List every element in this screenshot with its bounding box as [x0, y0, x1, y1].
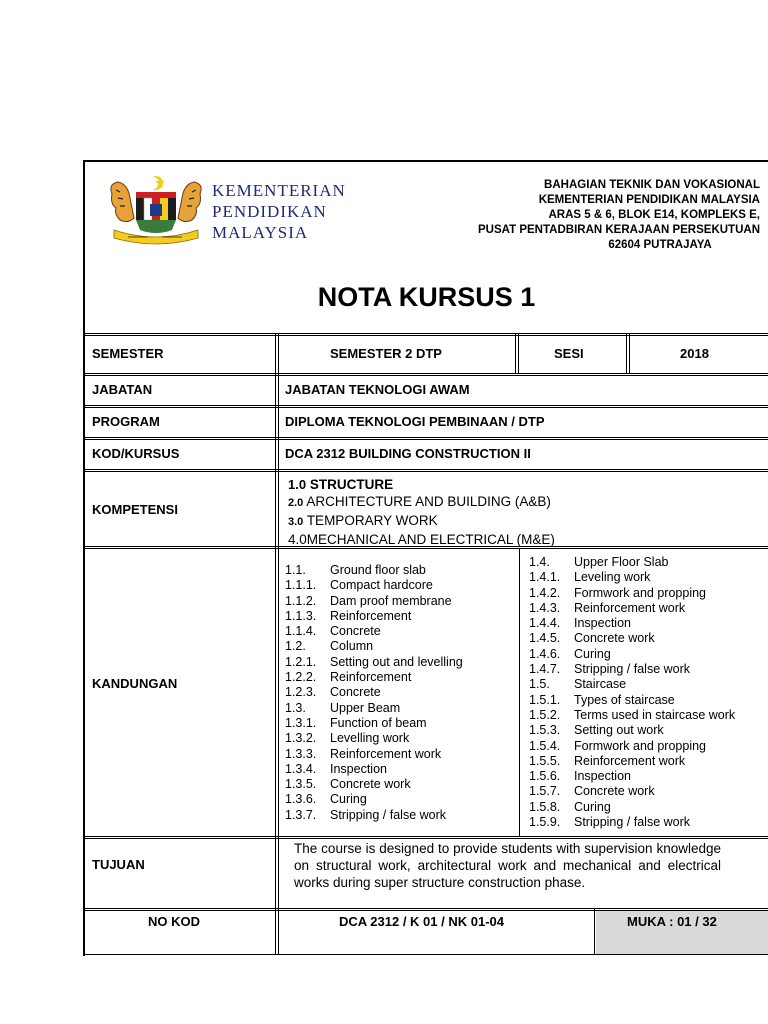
kandungan-item [285, 563, 463, 578]
kandungan-item [285, 747, 463, 762]
kandungan-item-number: 1.4.1. [529, 570, 561, 585]
kandungan-item [285, 670, 463, 685]
logo-line-1: KEMENTERIAN [212, 181, 346, 200]
kandungan-item [285, 685, 463, 700]
address-line: KEMENTERIAN PENDIDIKAN MALAYSIA [538, 194, 760, 206]
kandungan-item-text: Stripping / false work [330, 807, 447, 822]
kandungan-item-text: Inspection [574, 769, 631, 784]
table-divider [85, 469, 768, 472]
kandungan-item-number: 1.5.2. [529, 707, 561, 722]
table-column-divider [629, 333, 630, 373]
kandungan-item-number: 1.3.1. [285, 715, 317, 730]
kandungan-item-text: Inspection [574, 616, 631, 631]
kandungan-item [285, 808, 463, 823]
table-divider [85, 437, 768, 440]
table-column-divider [275, 333, 276, 954]
kandungan-item [285, 624, 463, 639]
kandungan-item-text: Reinforcement [330, 670, 412, 685]
kandungan-item-number: 1.4. [529, 555, 550, 569]
kompetensi-text: ARCHITECTURE AND BUILDING (A&B) [306, 494, 551, 509]
kandungan-item-number: 1.5.1. [529, 692, 561, 707]
kod-kursus-label: KOD/KURSUS [92, 446, 180, 461]
malaysia-crest-icon [106, 174, 206, 246]
address-line: BAHAGIAN TEKNIK DAN VOKASIONAL [544, 179, 760, 191]
kandungan-item-text: Setting out work [574, 723, 664, 738]
kandungan-item [529, 754, 735, 769]
kandungan-item [285, 762, 463, 777]
kandungan-item-number: 1.5. [529, 677, 550, 692]
kandungan-item-text: Staircase [574, 677, 627, 692]
kandungan-item-number: 1.3.7. [285, 807, 317, 822]
kompetensi-item [288, 531, 555, 548]
kandungan-item [529, 631, 735, 646]
kandungan-column-divider [519, 548, 520, 836]
kompetensi-text: STRUCTURE [309, 477, 394, 492]
kandungan-item [285, 716, 463, 731]
kandungan-item-text: Stripping / false work [574, 662, 691, 677]
kandungan-item-text: Curing [574, 799, 611, 814]
kandungan-item-number: 1.5.6. [529, 769, 561, 784]
kandungan-item-text: Levelling work [330, 731, 410, 746]
kandungan-item [529, 708, 735, 723]
kandungan-item-number: 1.1. [285, 563, 306, 577]
kandungan-item [529, 800, 735, 815]
sesi-label: SESI [554, 346, 584, 361]
semester-label: SEMESTER [92, 346, 164, 361]
kandungan-item-text: Terms used in staircase work [574, 707, 736, 722]
semester-value: SEMESTER 2 DTP [330, 346, 442, 361]
kandungan-item-text: Leveling work [574, 570, 651, 585]
program-label: PROGRAM [92, 414, 160, 429]
kandungan-item-text: Reinforcement work [574, 753, 686, 768]
kandungan-item-number: 1.1.4. [285, 624, 317, 639]
page-title: NOTA KURSUS 1 [317, 282, 536, 312]
kompetensi-item [288, 493, 555, 512]
kandungan-item-number: 1.3.4. [285, 761, 317, 776]
kandungan-item-number: 1.1.2. [285, 593, 317, 608]
table-column-divider [518, 333, 519, 373]
kandungan-item-number: 1.5.4. [529, 738, 561, 753]
address-line: ARAS 5 & 6, BLOK E14, KOMPLEKS E, [548, 209, 760, 221]
table-divider [85, 836, 768, 839]
kandungan-item-number: 1.5.8. [529, 799, 561, 814]
kandungan-item-number: 1.4.3. [529, 600, 561, 615]
kandungan-item-number: 1.4.2. [529, 585, 561, 600]
kandungan-item-number: 1.1.1. [285, 578, 317, 593]
kandungan-list-right [529, 555, 735, 830]
kandungan-item-text: Column [330, 639, 374, 654]
kompetensi-number: 1.0 [288, 477, 307, 492]
kompetensi-label: KOMPETENSI [92, 502, 178, 517]
address-block [420, 178, 760, 253]
kandungan-item-number: 1.4.4. [529, 616, 561, 631]
kandungan-item-number: 1.3.5. [285, 777, 317, 792]
table-column-divider [278, 333, 279, 954]
kandungan-list-left [285, 563, 463, 823]
table-divider [85, 405, 768, 408]
kandungan-item [529, 677, 735, 692]
kandungan-item-text: Setting out and levelling [330, 654, 463, 669]
kandungan-item-text: Types of staircase [574, 692, 675, 707]
kandungan-item-number: 1.3.3. [285, 746, 317, 761]
kandungan-item-text: Concrete work [574, 631, 655, 646]
table-column-divider [594, 908, 595, 954]
kandungan-item [285, 792, 463, 807]
kandungan-item-text: Ground floor slab [330, 563, 426, 577]
kompetensi-number: 2.0 [288, 497, 304, 509]
kandungan-item-text: Concrete [330, 685, 381, 700]
table-column-divider [626, 333, 627, 373]
kandungan-item-number: 1.4.5. [529, 631, 561, 646]
kandungan-item-number: 1.2.1. [285, 654, 317, 669]
kompetensi-item [288, 476, 555, 493]
kandungan-item [529, 570, 735, 585]
kandungan-item-number: 1.2.2. [285, 670, 317, 685]
address-line: 62604 PUTRAJAYA [608, 239, 712, 251]
kompetensi-number: 4.0 [288, 532, 307, 547]
kandungan-item [285, 731, 463, 746]
kompetensi-text: MECHANICAL AND ELECTRICAL (M&E) [306, 532, 555, 547]
table-divider [85, 373, 768, 376]
kandungan-item [529, 769, 735, 784]
kandungan-item-number: 1.5.3. [529, 723, 561, 738]
no-kod-value: DCA 2312 / K 01 / NK 01-04 [339, 914, 504, 929]
kandungan-item [529, 616, 735, 631]
kandungan-item [529, 815, 735, 830]
kandungan-item [529, 723, 735, 738]
kandungan-item-text: Inspection [330, 761, 387, 776]
kandungan-item [529, 586, 735, 601]
kandungan-item [529, 647, 735, 662]
kandungan-item-text: Compact hardcore [330, 578, 433, 593]
kandungan-item-text: Curing [574, 646, 611, 661]
kandungan-item-text: Curing [330, 792, 367, 807]
kandungan-item [529, 601, 735, 616]
kandungan-item-text: Dam proof membrane [330, 593, 452, 608]
kandungan-item-text: Concrete [330, 624, 381, 639]
table-divider [85, 954, 768, 955]
tujuan-label: TUJUAN [92, 857, 145, 872]
kandungan-item-text: Reinforcement work [574, 600, 686, 615]
muka-value: MUKA : 01 / 32 [627, 914, 717, 929]
kompetensi-number: 3.0 [288, 516, 304, 528]
kandungan-item [529, 662, 735, 677]
logo-line-3: MALAYSIA [212, 223, 309, 242]
kandungan-item [285, 655, 463, 670]
kandungan-item [285, 594, 463, 609]
kandungan-item-number: 1.3.6. [285, 792, 317, 807]
kompetensi-text: TEMPORARY WORK [306, 513, 438, 528]
kandungan-item [285, 701, 463, 716]
kandungan-item-number: 1.3.2. [285, 731, 317, 746]
table-column-divider [515, 333, 516, 373]
kandungan-item [529, 693, 735, 708]
table-divider [85, 333, 768, 336]
kandungan-item-text: Concrete work [574, 784, 655, 799]
kandungan-item-text: Upper Beam [330, 700, 401, 715]
kandungan-item-number: 1.4.6. [529, 646, 561, 661]
kandungan-item-number: 1.5.9. [529, 815, 561, 830]
kandungan-item-text: Function of beam [330, 715, 427, 730]
jabatan-label: JABATAN [92, 382, 153, 397]
kandungan-item-number: 1.2. [285, 639, 306, 654]
kandungan-item [285, 639, 463, 654]
tujuan-text: The course is designed to provide students with supervision knowledge on structural work, architectural work and mechanical and electrical works during super structure construction phase. [294, 841, 721, 890]
kandungan-item [529, 784, 735, 799]
kandungan-item-text: Formwork and propping [574, 585, 707, 600]
kandungan-item [285, 609, 463, 624]
kandungan-item-number: 1.4.7. [529, 662, 561, 677]
kandungan-item-number: 1.5.7. [529, 784, 561, 799]
kandungan-item-text: Concrete work [330, 777, 411, 792]
kompetensi-list [288, 476, 555, 548]
jabatan-value: JABATAN TEKNOLOGI AWAM [285, 382, 470, 397]
kod-kursus-value: DCA 2312 BUILDING CONSTRUCTION II [285, 446, 531, 461]
address-line: PUSAT PENTADBIRAN KERAJAAN PERSEKUTUAN [478, 224, 760, 236]
kandungan-item-number: 1.5.5. [529, 753, 561, 768]
kandungan-item-number: 1.3. [285, 700, 306, 715]
kandungan-item-text: Stripping / false work [574, 815, 691, 830]
kandungan-label: KANDUNGAN [92, 676, 178, 691]
logo-line-2: PENDIDIKAN [212, 202, 327, 221]
kandungan-item-text: Upper Floor Slab [574, 555, 669, 569]
kandungan-item-text: Reinforcement [330, 608, 412, 623]
kandungan-item [285, 578, 463, 593]
kandungan-item [285, 777, 463, 792]
kandungan-item-text: Formwork and propping [574, 738, 707, 753]
kompetensi-item [288, 512, 555, 531]
kandungan-item [529, 555, 735, 570]
sesi-value: 2018 [680, 346, 709, 361]
kandungan-item-number: 1.2.3. [285, 685, 317, 700]
kandungan-item [529, 739, 735, 754]
program-value: DIPLOMA TEKNOLOGI PEMBINAAN / DTP [285, 414, 545, 429]
kandungan-item-number: 1.1.3. [285, 608, 317, 623]
kandungan-item-text: Reinforcement work [330, 746, 442, 761]
ministry-logo-text [212, 180, 346, 243]
no-kod-label: NO KOD [148, 914, 200, 929]
